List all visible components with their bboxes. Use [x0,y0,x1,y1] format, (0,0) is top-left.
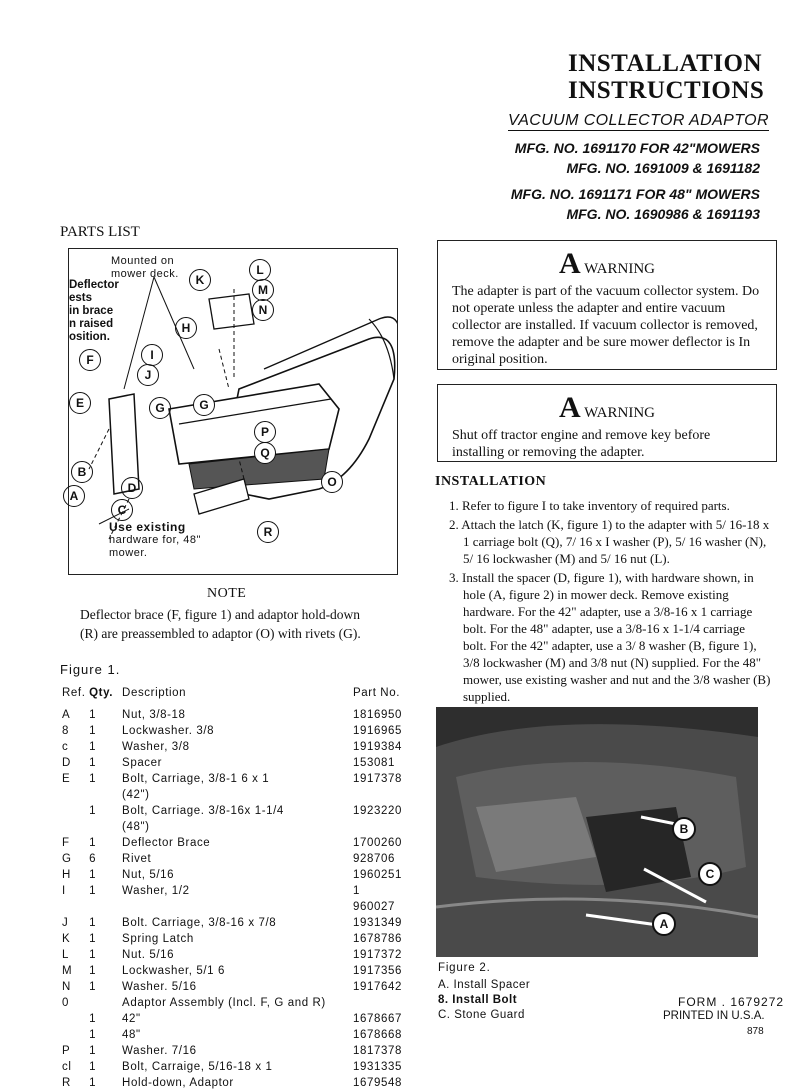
ref-cell [62,787,89,803]
deflector-note [69,279,119,344]
description-cell: Nut. 5/16 [122,949,175,961]
col-header-description: Description [122,687,187,699]
warning-header [438,391,776,425]
part-no-cell: 1 960027 [353,885,395,913]
ref-cell: 0 [62,997,69,1009]
description-cell: Nut, 3/8-18 [122,709,186,721]
mfg-numbers [511,138,760,224]
parts-table-grid [62,685,402,1091]
table-row [62,771,402,787]
description-cell: Washer, 1/2 [122,885,190,897]
ref-cell: P [62,1045,71,1057]
qty-cell: 1 [89,1077,97,1089]
figure-2-legend [438,978,530,1023]
callout-m: M [252,279,274,301]
subtitle: VACUUM COLLECTOR ADAPTOR [508,112,769,129]
warning-symbol: A [559,247,581,280]
callout-o: O [321,471,343,493]
qty-cell: 1 [89,965,97,977]
description-cell: Nut, 5/16 [122,869,175,881]
title-line-1: INSTALLATION [568,50,763,77]
table-row [62,979,402,995]
description-cell: Bolt, Carriage, 3/8-1 6 x 1 [122,773,270,785]
part-no-cell [353,787,402,803]
description-cell: Adaptor Assembly (Incl. F, G and R) [122,997,326,1009]
description-cell: Washer. 5/16 [122,981,197,993]
table-row [62,723,402,739]
existing-note-text: hardware for, 48" mower. [109,534,201,559]
qty-cell: 1 [89,981,97,993]
table-row [62,995,402,1011]
callout-l: L [249,259,271,281]
table-row [62,931,402,947]
part-no-cell: 1931335 [353,1061,402,1073]
ref-cell: M [62,965,73,977]
col-header-ref: Ref. [62,687,86,699]
qty-cell: 1 [89,949,97,961]
qty-cell: 1 [89,725,97,737]
table-row [62,707,402,723]
table-row [62,1043,402,1059]
description-cell: Bolt, Carriage. 3/8-16x 1-1/4 [122,805,284,817]
part-no-cell: 1678667 [353,1013,402,1025]
qty-cell: 1 [89,805,97,817]
legend-item: 8. Install Bolt [438,994,518,1006]
figure-1-diagram [68,248,398,575]
note-text: Deflector brace (F, figure 1) and adaptor hold-down (R) are preassembled to adaptor (O) with rivets (G). [80,607,361,641]
callout-i: I [141,344,163,366]
ref-cell: F [62,837,70,849]
part-no-cell [353,819,402,835]
ref-cell: R [62,1077,71,1089]
table-row [62,835,402,851]
qty-cell [89,995,122,1011]
photo-callout-c: C [698,862,722,886]
callout-d: D [121,477,143,499]
qty-cell [89,819,122,835]
callout-p: P [254,421,276,443]
mfg-line: MFG. NO. 1691009 & 1691182 [566,160,760,176]
part-no-cell: 1917378 [353,773,402,785]
warning-text: The adapter is part of the vacuum collector system. Do not operate unless the adapter and entire vacuum collector are installed. If vacuum collector is removed, remove the adapter and be sure mower deflector is In original position. [452,284,760,367]
description-cell: Washer, 3/8 [122,741,190,753]
note-heading: NOTE [207,586,247,601]
table-row [62,1075,402,1091]
installation-step: 3. Install the spacer (D, figure 1), with hardware shown, in hole (A, figure 2) in mower deck. Remove existing hardware. For the 42" adapter, use a 3/8-16 x 1 carriage bolt. For the 48" adapter, use a 3/8-16 x 1-1/4 carriage bolt. For the 42" adapter, use a 3/ 8 washer (B, figure 1), 3/8 lockwasher (M) and 3/8 nut (N) supplied. For the 48" mower, use existing washer and nut and the 3/8 washer (B) supplied. [449,570,771,704]
form-number: FORM . 1679272 [678,995,785,1009]
callout-q: Q [254,442,276,464]
photo-callout-a: A [652,912,676,936]
deflector-note-line: n raised [69,318,114,330]
part-no-cell: 1916965 [353,725,402,737]
callout-g: G [149,397,171,419]
description-cell: Spacer [122,757,163,769]
page-title [568,50,768,104]
parts-table-header [62,685,402,707]
qty-cell: 1 [89,1029,97,1041]
table-row [62,819,402,835]
warning-box-1 [437,240,777,370]
ref-cell: A [62,709,71,721]
ref-cell [62,1027,89,1043]
callout-e: E [69,392,91,414]
part-no-cell: 928706 [353,853,395,865]
ref-cell: G [62,853,72,865]
qty-cell: 1 [89,885,97,897]
part-no-cell: 1960251 [353,869,402,881]
description-cell: Deflector Brace [122,837,211,849]
part-no-cell: 1919384 [353,741,402,753]
photo-callout-b: B [672,817,696,841]
deflector-note-line: ests [69,292,93,304]
qty-cell: 1 [89,837,97,849]
ref-cell: K [62,933,71,945]
part-no-cell: 1917372 [353,949,402,961]
description-cell: Washer. 7/16 [122,1045,197,1057]
ref-cell: c [62,741,69,753]
description-cell: 48" [122,1029,141,1041]
warning-label: WARNING [584,261,655,277]
callout-n: N [252,299,274,321]
part-no-cell: 1931349 [353,917,402,929]
mfg-line: MFG. NO. 1691170 FOR 42"MOWERS [514,140,760,156]
callout-j: J [137,364,159,386]
callout-f: F [79,349,101,371]
deflector-note-line: Deflector [69,279,119,291]
part-no-cell: 153081 [353,757,395,769]
callout-g: G [193,394,215,416]
part-no-cell: 1923220 [353,805,402,817]
description-cell: Bolt, Carraige, 5/16-18 x 1 [122,1061,273,1073]
mounted-note: Mounted on mower deck. [111,255,179,280]
table-row [62,1027,402,1043]
qty-cell: 6 [89,853,97,865]
ref-cell: D [62,757,71,769]
parts-list-heading: PARTS LIST [60,224,140,240]
qty-cell: 1 [89,1013,97,1025]
existing-note-bold: Use existing [109,520,186,534]
ref-cell: E [62,773,71,785]
mfg-line: MFG. NO. 1690986 & 1691193 [566,206,760,222]
table-row [62,947,402,963]
description-cell: Bolt. Carriage, 3/8-16 x 7/8 [122,917,277,929]
part-no-cell: 1679548 [353,1077,402,1089]
ref-cell [62,819,89,835]
description-cell: Rivet [122,853,152,865]
part-no-cell: 1917642 [353,981,402,993]
part-no-cell: 1700260 [353,837,402,849]
legend-item: C. Stone Guard [438,1009,525,1021]
table-row [62,739,402,755]
qty-cell: 1 [89,773,97,785]
qty-cell: 1 [89,757,97,769]
callout-c: C [111,499,133,521]
part-no-cell: 1817378 [353,1045,402,1057]
warning-label: WARNING [584,405,655,421]
figure-1-label: Figure 1. [60,662,121,677]
figure-2-photo [436,707,758,957]
part-no-cell: 1917356 [353,965,402,977]
qty-cell: 1 [89,741,97,753]
installation-step: 1. Refer to figure I to take inventory of required parts. [449,498,730,513]
installation-steps [435,497,771,707]
form-code: 878 [747,1026,764,1037]
parts-table [62,685,402,1091]
qty-cell: 1 [89,869,97,881]
ref-cell: I [62,885,66,897]
table-row [62,883,402,915]
callout-b: B [71,461,93,483]
part-no-cell: 1678786 [353,933,402,945]
part-no-cell: 1678668 [353,1029,402,1041]
qty-cell: 1 [89,709,97,721]
ref-cell [62,1011,89,1027]
warning-symbol: A [559,391,581,424]
printed-in: PRINTED IN U.S.A. [663,1010,765,1022]
figure-2-label: Figure 2. [438,962,491,974]
description-cell: Lockwasher. 3/8 [122,725,215,737]
mower-deck-photo [436,707,758,957]
ref-cell: L [62,949,69,961]
qty-cell: 1 [89,933,97,945]
table-row [62,787,402,803]
table-row [62,803,402,819]
callout-k: K [189,269,211,291]
part-no-cell: 1816950 [353,709,402,721]
qty-cell: 1 [89,1061,97,1073]
description-cell: (48") [122,821,150,833]
warning-header [438,247,776,281]
mfg-line: MFG. NO. 1691171 FOR 48" MOWERS [510,186,760,202]
description-cell: (42") [122,789,150,801]
ref-cell: H [62,869,71,881]
ref-cell: cl [62,1061,72,1073]
warning-box-2 [437,384,777,462]
description-cell: Spring Latch [122,933,194,945]
ref-cell: N [62,981,71,993]
table-row [62,867,402,883]
title-line-2: INSTRUCTIONS [568,77,765,104]
qty-cell [89,787,122,803]
warning-text: Shut off tractor engine and remove key before installing or removing the adapter. [452,428,711,460]
qty-cell: 1 [89,917,97,929]
part-no-cell [353,995,402,1011]
description-cell: 42" [122,1013,141,1025]
installation-step: 2. Attach the latch (K, figure 1) to the adapter with 5/ 16-18 x 1 carriage bolt (Q), 7/ 16 x I washer (P), 5/ 16 washer (N), 5/ 16 lockwasher (M) and 5/ 16 nut (L). [449,517,770,566]
table-row [62,1059,402,1075]
ref-cell: 8 [62,725,69,737]
deflector-note-line: in brace [69,305,114,317]
legend-item: A. Install Spacer [438,979,531,991]
qty-cell: 1 [89,1045,97,1057]
existing-hardware-note [109,521,229,560]
parts-table-body [62,707,402,1091]
table-row [62,963,402,979]
callout-a: A [63,485,85,507]
ref-cell: J [62,917,69,929]
col-header-qty: Qty. [89,687,114,699]
ref-cell [62,803,89,819]
table-row [62,1011,402,1027]
description-cell: Hold-down, Adaptor [122,1077,234,1089]
callout-h: H [175,317,197,339]
col-header-part-no: Part No. [353,687,400,699]
table-row [62,851,402,867]
description-cell: Lockwasher, 5/1 6 [122,965,225,977]
callout-r: R [257,521,279,543]
table-row [62,755,402,771]
deflector-note-line: osition. [69,331,110,343]
table-row [62,915,402,931]
installation-heading: INSTALLATION [435,474,547,489]
